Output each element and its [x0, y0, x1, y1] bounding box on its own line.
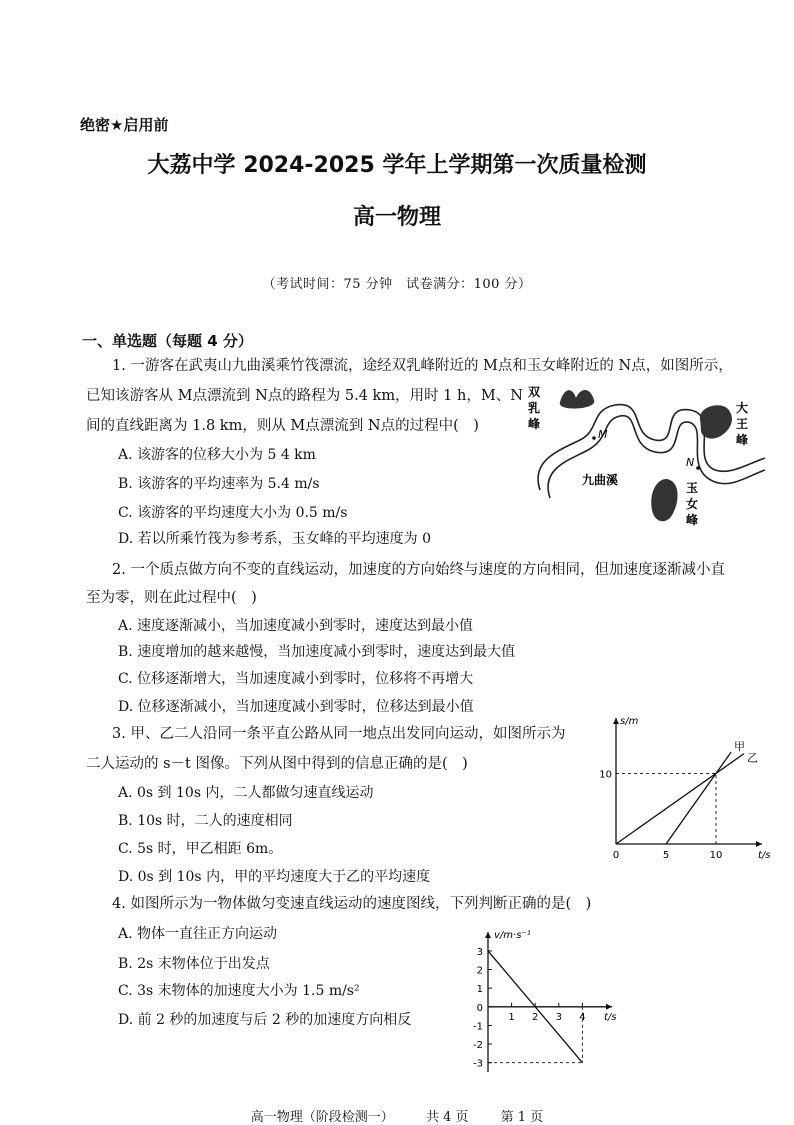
q4-vt-graph — [460, 922, 630, 1082]
mountain-dawang — [700, 405, 732, 438]
point-n-dot — [696, 466, 700, 470]
point-n-label: N — [686, 456, 695, 469]
peak3-label-1: 玉 — [686, 481, 699, 495]
y-tick-label: 1 — [476, 984, 483, 996]
x-tick-label: 5 — [662, 850, 670, 861]
series-line-jia — [666, 752, 731, 844]
y-tick-label: -3 — [473, 1058, 483, 1070]
river-label: 九曲溪 — [582, 473, 619, 487]
q4-option-b: B. 2s 末物体位于出发点 — [118, 956, 270, 972]
x-axis-title: t/s — [604, 1011, 617, 1023]
q1-stem-line3: 间的直线距离为 1.8 km，则从 M点漂流到 N点的过程中( ) — [86, 418, 479, 434]
q1-option-d: D. 若以所乘竹筏为参考系，玉女峰的平均速度为 0 — [118, 531, 431, 547]
q2-option-a: A. 速度逐渐减小，当加速度减小到零时，速度达到最小值 — [118, 618, 474, 634]
q3-st-graph — [598, 712, 771, 862]
peak1-label-2: 乳 — [528, 401, 541, 415]
y-axis-title: v/m·s⁻¹ — [494, 930, 531, 941]
x-axis-arrow — [606, 1004, 612, 1010]
x-tick-label: 10 — [709, 850, 723, 861]
y-axis-title: s/m — [620, 716, 639, 727]
q1-option-b: B. 该游客的平均速率为 5.4 m/s — [118, 476, 320, 492]
q4-stem: 4. 如图所示为一物体做匀变速直线运动的速度图线，下列判断正确的是( ) — [112, 896, 592, 912]
q2-stem-line1: 2. 一个质点做方向不变的直线运动，加速度的方向始终与速度的方向相同，但加速度逐渐减小直 — [112, 562, 725, 578]
q4-option-a: A. 物体一直往正方向运动 — [118, 926, 278, 942]
y-tick-label: 2 — [476, 965, 483, 977]
y-tick-label: 3 — [476, 946, 483, 958]
footer-subject: 高一物理（阶段检测一） — [250, 1110, 394, 1125]
peak2-label-3: 峰 — [736, 433, 749, 447]
q1-option-c: C. 该游客的平均速度大小为 0.5 m/s — [118, 505, 348, 521]
q3-option-d: D. 0s 到 10s 内，甲的平均速度大于乙的平均速度 — [118, 869, 431, 885]
q2-option-d: D. 位移逐渐减小，当加速度减小到零时，位移达到最小值 — [118, 699, 474, 715]
q1-stem-line2: 已知该游客从 M点漂流到 N点的路程为 5.4 km，用时 1 h，M、N — [86, 388, 523, 404]
y-tick-label: -1 — [473, 1021, 483, 1033]
q2-option-b: B. 速度增加的越来越慢，当加速度减小到零时，速度达到最大值 — [118, 644, 516, 660]
point-m-label: M — [598, 428, 608, 441]
q4-option-d: D. 前 2 秒的加速度与后 2 秒的加速度方向相反 — [118, 1012, 412, 1028]
y-tick-label: 0 — [476, 1002, 483, 1014]
x-tick-label: 1 — [508, 1011, 515, 1023]
q2-stem-line2: 至为零，则在此过程中( ) — [86, 590, 257, 606]
peak3-label-3: 峰 — [686, 513, 699, 527]
mountain-shuangru — [560, 390, 595, 409]
x-tick-label: 2 — [532, 1011, 539, 1023]
q3-option-c: C. 5s 时，甲乙相距 6m。 — [118, 841, 283, 857]
q3-stem-line2: 二人运动的 s－t 图像。下列从图中得到的信息正确的是( ) — [86, 756, 468, 772]
footer-total-pages: 共 4 页 — [425, 1110, 469, 1125]
exam-subject: 高一物理 — [352, 205, 441, 230]
page-footer — [0, 1106, 794, 1125]
exam-title: 大荔中学 2024-2025 学年上学期第一次质量检测 — [147, 153, 647, 178]
point-m-dot — [592, 436, 596, 440]
peak1-label-3: 峰 — [528, 417, 541, 431]
section-heading: 一、单选题（每题 4 分） — [82, 332, 253, 350]
x-tick-label: 4 — [579, 1011, 586, 1023]
x-axis-title: t/s — [758, 850, 771, 861]
confidential-mark: 绝密★启用前 — [80, 116, 169, 134]
x-tick-label: 3 — [555, 1011, 562, 1023]
q1-map-figure — [520, 380, 770, 540]
peak3-label-2: 女 — [686, 497, 699, 511]
series-label-jia: 甲 — [734, 740, 745, 754]
footer-page-number: 第 1 页 — [500, 1110, 544, 1125]
peak1-label-1: 双 — [528, 385, 541, 399]
y-tick-label: -2 — [473, 1040, 483, 1052]
peak2-label-1: 大 — [736, 401, 749, 415]
q1-option-a: A. 该游客的位移大小为 5 4 km — [118, 447, 316, 463]
q3-stem-line1: 3. 甲、乙二人沿同一条平直公路从同一地点出发同向运动，如图所示为 — [112, 726, 566, 742]
q4-option-c: C. 3s 末物体的加速度大小为 1.5 m/s² — [118, 983, 360, 999]
y-axis-arrow — [485, 932, 491, 938]
x-axis-arrow — [756, 841, 762, 847]
exam-info: （考试时间：75 分钟 试卷满分：100 分） — [262, 277, 532, 292]
q2-option-c: C. 位移逐渐增大，当加速度减小到零时，位移将不再增大 — [118, 671, 474, 687]
mountain-yunv — [651, 479, 677, 521]
q3-option-a: A. 0s 到 10s 内，二人都做匀速直线运动 — [118, 785, 374, 801]
y-tick-label: 10 — [599, 769, 612, 781]
series-line-yi — [616, 754, 744, 844]
q1-stem-line1: 1. 一游客在武夷山九曲溪乘竹筏漂流，途经双乳峰附近的 M点和玉女峰附近的 N点，如图所示， — [112, 358, 733, 374]
q3-option-b: B. 10s 时，二人的速度相同 — [118, 813, 293, 829]
y-axis-arrow — [613, 718, 619, 724]
series-label-yi: 乙 — [747, 751, 758, 765]
x-tick-label: 0 — [612, 850, 620, 861]
peak2-label-2: 王 — [736, 417, 749, 431]
